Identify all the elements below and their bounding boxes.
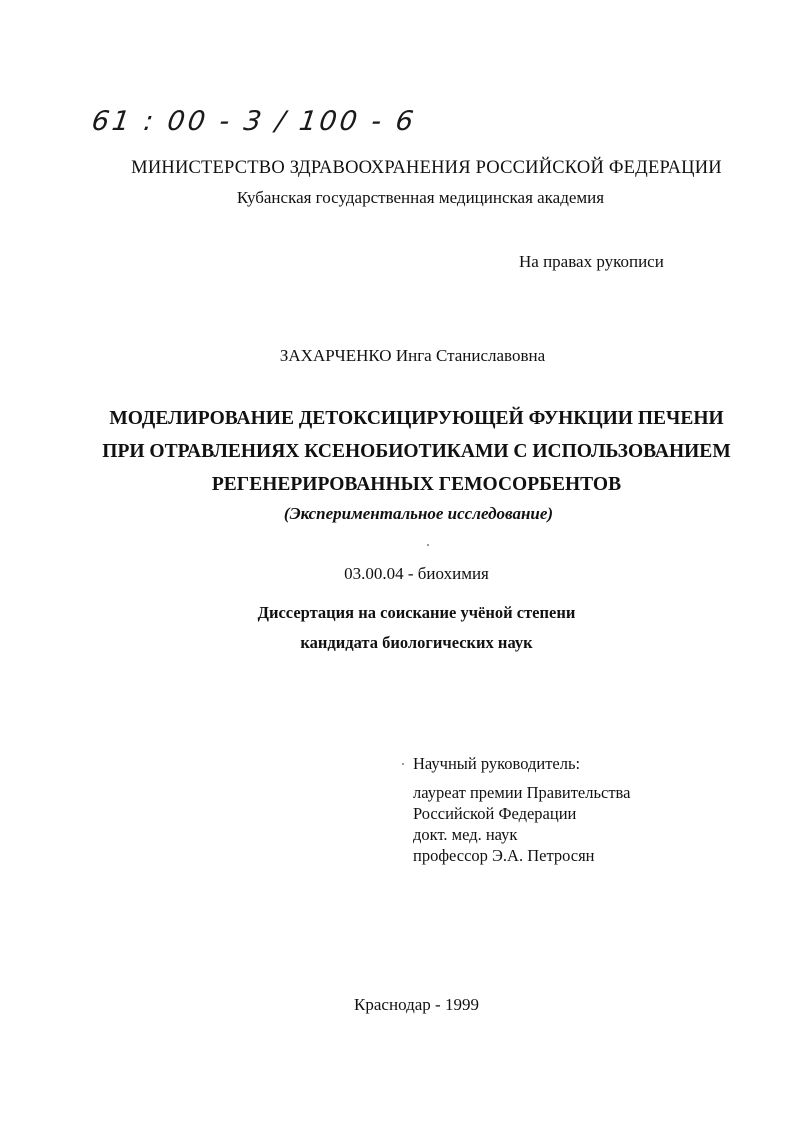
degree-line-2: кандидата биологических наук xyxy=(300,633,533,652)
ministry-heading: МИНИСТЕРСТВО ЗДРАВООХРАНЕНИЯ РОССИЙСКОЙ ФЕДЕРАЦИИ xyxy=(131,158,722,178)
scan-speck xyxy=(427,544,429,546)
degree-line-1: Диссертация на соискание учёной степени xyxy=(257,603,576,622)
handwritten-catalog-code: 61 : 00 - 3 / 100 - 6 xyxy=(89,106,419,137)
degree-statement xyxy=(20,598,793,658)
academy-name: Кубанская государственная медицинская академия xyxy=(236,188,605,207)
author-name: ЗАХАРЧЕНКО Инга Станиславовна xyxy=(279,346,546,365)
supervisor-line-2: Российской Федерации xyxy=(413,804,577,823)
title-line-2: ПРИ ОТРАВЛЕНИЯХ КСЕНОБИОТИКАМИ С ИСПОЛЬЗОВАНИЕМ xyxy=(102,441,731,462)
title-line-3: РЕГЕНЕРИРОВАННЫХ ГЕМОСОРБЕНТОВ xyxy=(211,474,622,495)
title-line-1: МОДЕЛИРОВАНИЕ ДЕТОКСИЦИРУЮЩЕЙ ФУНКЦИИ ПЕЧЕНИ xyxy=(109,408,724,429)
supervisor-line-4: профессор Э.А. Петросян xyxy=(413,846,595,865)
supervisor-label: Научный руководитель: xyxy=(413,754,581,773)
supervisor-line-3: докт. мед. наук xyxy=(413,825,518,844)
rights-note: На правах рукописи xyxy=(519,252,664,271)
city-year: Краснодар - 1999 xyxy=(354,995,479,1014)
supervisor-line-1: лауреат премии Правительства xyxy=(413,783,631,802)
dissertation-title xyxy=(20,402,793,501)
subtitle: (Экспериментальное исследование) xyxy=(283,504,554,523)
scan-speck xyxy=(402,763,404,765)
specialty-code: 03.00.04 - биохимия xyxy=(344,564,489,583)
supervisor-details xyxy=(413,782,630,866)
